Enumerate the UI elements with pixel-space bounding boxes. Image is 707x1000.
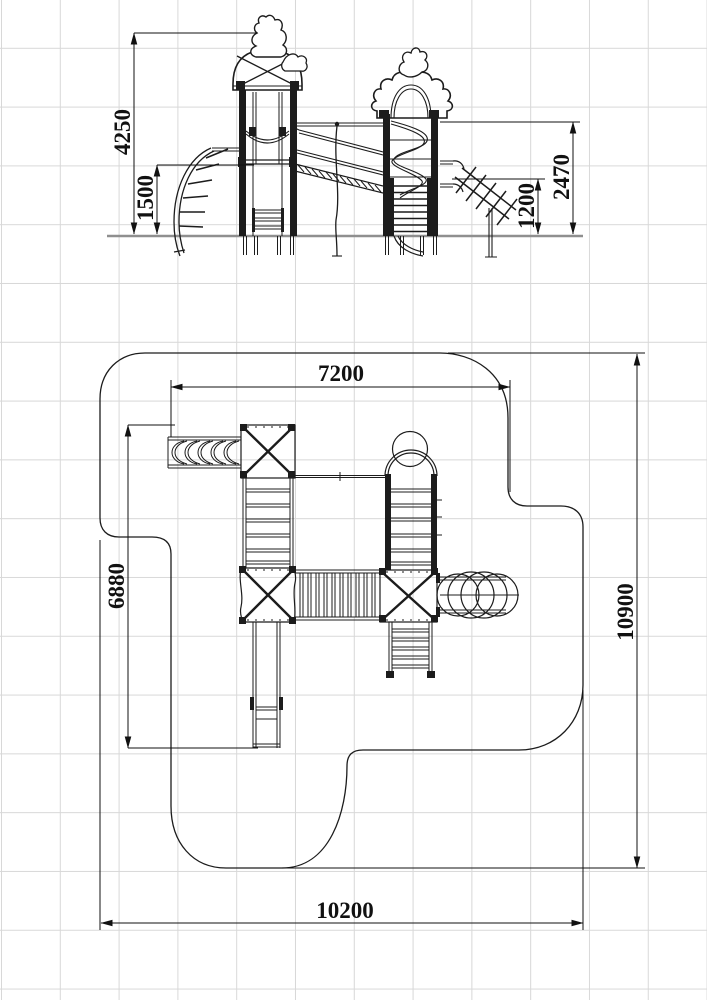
climb-ramp-hatch [298,165,381,192]
plan-straight-slide [250,622,283,748]
roof-arch [391,85,431,118]
roof-cloud-ornament [282,54,307,71]
slide-exit [394,236,423,256]
rope-anchor [335,122,339,126]
dim-climber-height: 1200 [514,183,539,229]
plan-slide-exit [168,437,241,468]
right-tower-elevation [372,48,453,256]
roof-animal-figure [251,15,287,57]
dim-safety-zone-width: 10200 [316,898,374,923]
dim-right-tower-height: 2470 [549,154,574,200]
left-tower-elevation [212,15,307,236]
dim-equipment-width: 7200 [318,361,364,386]
elevation-view [107,15,583,257]
foundation-posts [244,236,437,255]
wave-rail-1 [294,123,383,155]
platform [239,160,297,164]
plan-bridge [295,570,380,620]
inclined-ladder [440,161,517,257]
plan-tower-2 [239,566,296,624]
plan-tower-3 [385,432,442,571]
ladder-rungs [456,167,517,225]
plan-tower-4 [379,568,438,622]
plan-stairs [243,478,293,568]
plan-tower-1 [240,424,295,478]
dim-platform-height: 1500 [133,175,158,221]
dim-overall-height: 4250 [110,109,135,155]
arc-climber [174,148,228,256]
dim-equipment-depth: 6880 [104,563,129,609]
inner-steps [255,210,281,229]
left-post [383,114,390,236]
right-post [431,114,438,236]
top-beam [297,123,383,126]
wave-rail-2 [297,150,383,175]
plan-ladder [386,622,435,678]
plan-coil-tunnel [436,572,519,618]
dim-safety-zone-depth: 10900 [613,583,638,641]
plan-overhead-beam [295,472,385,481]
plan-view [100,353,645,930]
ladder-rungs [390,186,431,232]
